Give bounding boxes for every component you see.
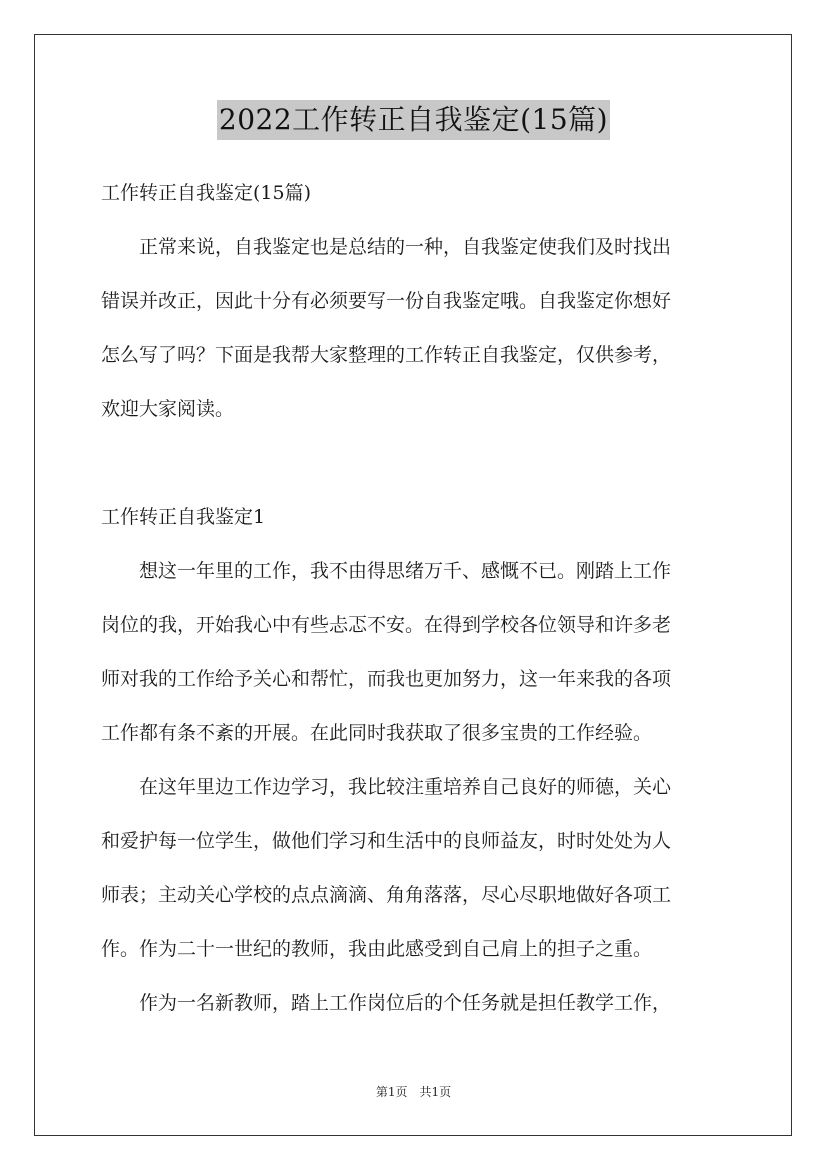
paragraph-line: 师表；主动关心学校的点点滴滴、角角落落，尽心尽职地做好各项工 xyxy=(101,884,672,906)
page-number: 第1页 共1页 xyxy=(375,1085,452,1099)
title-container xyxy=(0,100,827,140)
section-heading: 工作转正自我鉴定(15篇) xyxy=(101,182,312,204)
paragraph-line: 工作都有条不紊的开展。在此同时我获取了很多宝贵的工作经验。 xyxy=(101,722,653,744)
section-heading: 工作转正自我鉴定1 xyxy=(101,506,266,528)
paragraph-line: 师对我的工作给予关心和帮忙，而我也更加努力，这一年来我的各项 xyxy=(101,668,672,690)
paragraph-line: 岗位的我，开始我心中有些忐忑不安。在得到学校各位领导和许多老 xyxy=(101,614,672,636)
paragraph-line: 怎么写了吗？下面是我帮大家整理的工作转正自我鉴定，仅供参考， xyxy=(101,344,672,366)
paragraph-line: 在这年里边工作边学习，我比较注重培养自己良好的师德，关心 xyxy=(101,776,672,798)
paragraph-line: 想这一年里的工作，我不由得思绪万千、感慨不已。刚踏上工作 xyxy=(101,560,672,582)
paragraph-line: 欢迎大家阅读。 xyxy=(101,398,235,420)
paragraph-line: 作。作为二十一世纪的教师，我由此感受到自己肩上的担子之重。 xyxy=(101,938,653,960)
paragraph-line: 正常来说，自我鉴定也是总结的一种，自我鉴定使我们及时找出 xyxy=(101,236,672,258)
paragraph-line: 和爱护每一位学生，做他们学习和生活中的良师益友，时时处处为人 xyxy=(101,830,672,852)
document-title: 2022工作转正自我鉴定(15篇) xyxy=(217,100,610,140)
paragraph-line: 错误并改正，因此十分有必须要写一份自我鉴定哦。自我鉴定你想好 xyxy=(101,290,672,312)
paragraph-line: 作为一名新教师，踏上工作岗位后的个任务就是担任教学工作， xyxy=(101,992,672,1014)
